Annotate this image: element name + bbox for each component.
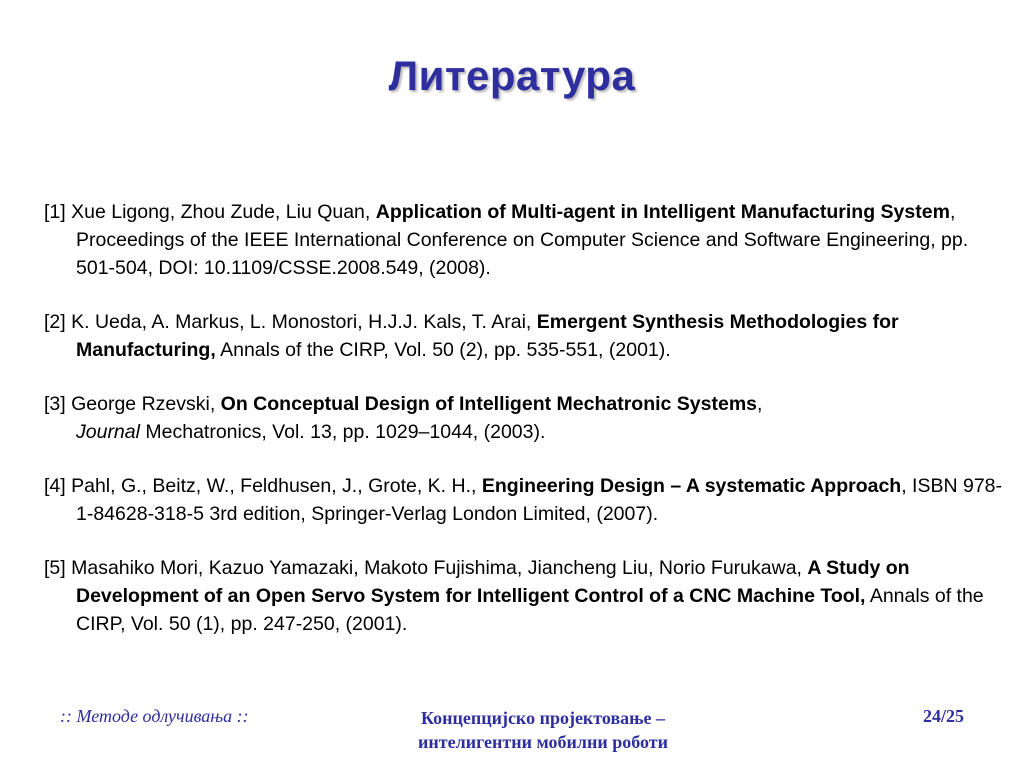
reference-title: Emergent Synthesis Methodologies for Manufacturing, — [76, 311, 899, 361]
reference-authors: Xue Ligong, Zhou Zude, Liu Quan, — [71, 201, 376, 223]
reference-authors: Pahl, G., Beitz, W., Feldhusen, J., Grote, K. H., — [71, 475, 482, 497]
reference-authors: Masahiko Mori, Kazuo Yamazaki, Makoto Fujishima, Jiancheng Liu, Norio Furukawa, — [71, 557, 808, 579]
reference-number: [3] — [44, 393, 72, 415]
reference-item-3 — [44, 390, 1010, 446]
reference-item-5 — [44, 554, 1010, 638]
reference-authors: George Rzevski, — [71, 393, 221, 415]
reference-title: Application of Multi-agent in Intelligent Manufacturing System — [375, 201, 950, 223]
reference-source: , ISBN 978-1-84628-318-5 3rd edition, Springer-Verlag London Limited, (2007). — [76, 475, 1003, 525]
reference-title: A Study on Development of an Open Servo System for Intelligent Control of a CNC Machine Tool, — [76, 557, 910, 607]
reference-journal-details: Mechatronics, Vol. 13, pp. 1029–1044, (2003). — [139, 421, 546, 443]
reference-item-2 — [44, 308, 1010, 364]
footer-course-name: :: Методе одлучивања :: — [60, 706, 249, 726]
reference-number: [4] — [44, 475, 72, 497]
reference-number: [1] — [44, 201, 72, 223]
reference-title: Engineering Design – A systematic Approach — [481, 475, 902, 497]
slide-title: Литература — [388, 52, 636, 99]
reference-list — [44, 198, 1010, 664]
footer-lecture-title — [300, 706, 786, 754]
reference-item-1 — [44, 198, 1010, 282]
reference-item-4 — [44, 472, 1010, 528]
reference-source: , Proceedings of the IEEE International Conference on Computer Science and Software Engineering, pp. 501-504, DOI: 10.1109/CSSE.2008.549, (2008). — [76, 201, 969, 279]
reference-source: Annals of the CIRP, Vol. 50 (1), pp. 247-250, (2001). — [76, 585, 984, 635]
page-number: 24/25 — [922, 706, 964, 726]
reference-authors: K. Ueda, A. Markus, L. Monostori, H.J.J. Kals, T. Arai, — [71, 311, 537, 333]
reference-source: Annals of the CIRP, Vol. 50 (2), pp. 535-551, (2001). — [215, 339, 671, 361]
reference-journal-label: Journal — [76, 421, 140, 443]
footer-lecture-title-line-2: интелигентни мобилни роботи — [418, 732, 668, 752]
footer-lecture-title-line-1: Концепцијско пројектовање – — [420, 708, 666, 728]
reference-title: On Conceptual Design of Intelligent Mechatronic Systems — [220, 393, 758, 415]
reference-number: [5] — [44, 557, 72, 579]
reference-number: [2] — [44, 311, 72, 333]
reference-source: , — [757, 393, 763, 415]
